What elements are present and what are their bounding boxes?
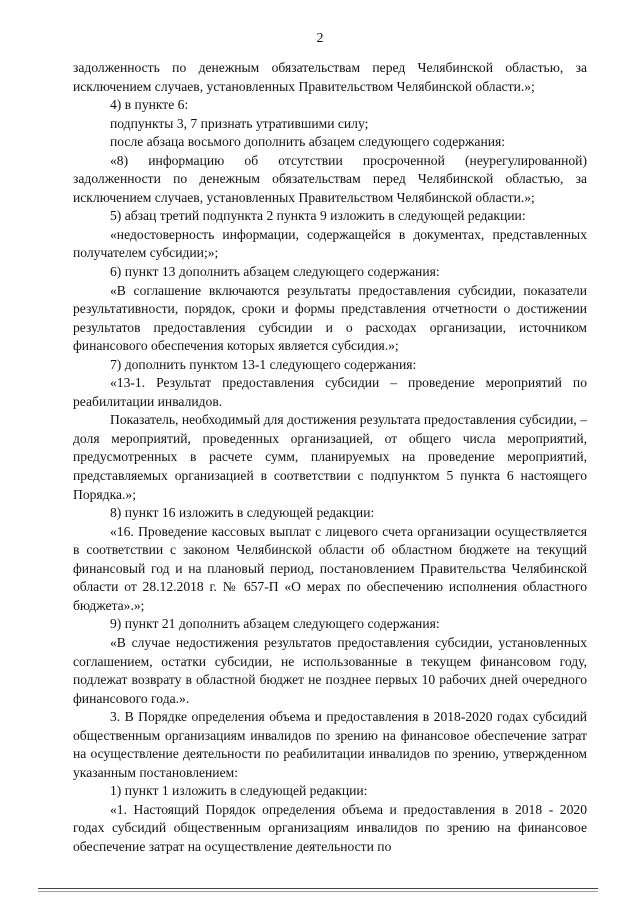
paragraph: после абзаца восьмого дополнить абзацем следующего содержания:	[110, 134, 506, 150]
paragraph: «В соглашение включаются результаты предоставления субсидии, показатели результативности, порядок, сроки и формы представления отчетности о достижении результатов предоставления субсидии и о расходах организации, источником финансового обеспечения которых является субсидия.»;	[73, 282, 587, 354]
paragraph: подпункты 3, 7 признать утратившими силу;	[110, 115, 369, 131]
paragraph: 1) пункт 1 изложить в следующей редакции:	[110, 783, 368, 799]
footer-rule-secondary	[38, 891, 598, 892]
paragraph: «недостоверность информации, содержащейся в документах, представленных получателем субсидии;»;	[73, 226, 587, 261]
document-body	[73, 59, 587, 857]
paragraph: 9) пункт 21 дополнить абзацем следующего содержания:	[110, 616, 440, 632]
paragraph: 5) абзац третий подпункта 2 пункта 9 изложить в следующей редакции:	[110, 208, 526, 224]
page-number: 2	[316, 31, 324, 46]
paragraph: 4) в пункте 6:	[110, 97, 189, 113]
footer-rule	[38, 888, 598, 889]
paragraph: «16. Проведение кассовых выплат с лицевого счета организации осуществляется в соответствии с законом Челябинской области об областном бюджете на текущий финансовый год и на плановый период, постановлением Правительства Челябинской области от 28.12.2018 г. № 657-П «О мерах по обеспечению исполнения областного бюджета».»;	[73, 523, 587, 613]
paragraph: «В случае недостижения результатов предоставления субсидии, установленных соглашением, остатки субсидии, не использованные в текущем финансовом году, подлежат возврату в областной бюджет не позднее первых 10 рабочих дней очередного финансового года.».	[73, 634, 587, 706]
paragraph: 8) пункт 16 изложить в следующей редакции:	[110, 505, 375, 521]
paragraph: 6) пункт 13 дополнить абзацем следующего содержания:	[110, 264, 440, 280]
paragraph: 3. В Порядке определения объема и предоставления в 2018-2020 годах субсидий общественным организациям инвалидов по зрению на финансовое обеспечение затрат на осуществление деятельности по реабилитации инвалидов по зрению, утвержденном указанным постановлением:	[73, 709, 587, 780]
paragraph: «8) информацию об отсутствии просроченной (неурегулированной) задолженности по денежным обязательствам перед Челябинской областью, за исключением случаев, установленных Правительством Челябинской области.»;	[73, 152, 587, 205]
paragraph: «13-1. Результат предоставления субсидии – проведение мероприятий по реабилитации инвалидов.	[73, 375, 587, 409]
paragraph: задолженность по денежным обязательствам перед Челябинской областью, за исключением случаев, установленных Правительством Челябинской области.»;	[73, 60, 587, 94]
paragraph: «1. Настоящий Порядок определения объема и предоставления в 2018 - 2020 годах субсидий общественным организациям инвалидов по зрению на финансовое обеспечение затрат на осуществление деятельности по	[73, 801, 587, 854]
paragraph: Показатель, необходимый для достижения результата предоставления субсидии, – доля мероприятий, проведенных организацией, от общего числа мероприятий, предусмотренных в расчете сумм, планируемых на проведение мероприятий, представляемых организацией в соответствии с подпунктом 5 пункта 6 настоящего Порядка.»;	[73, 412, 587, 502]
paragraph: 7) дополнить пунктом 13-1 следующего содержания:	[110, 356, 417, 372]
